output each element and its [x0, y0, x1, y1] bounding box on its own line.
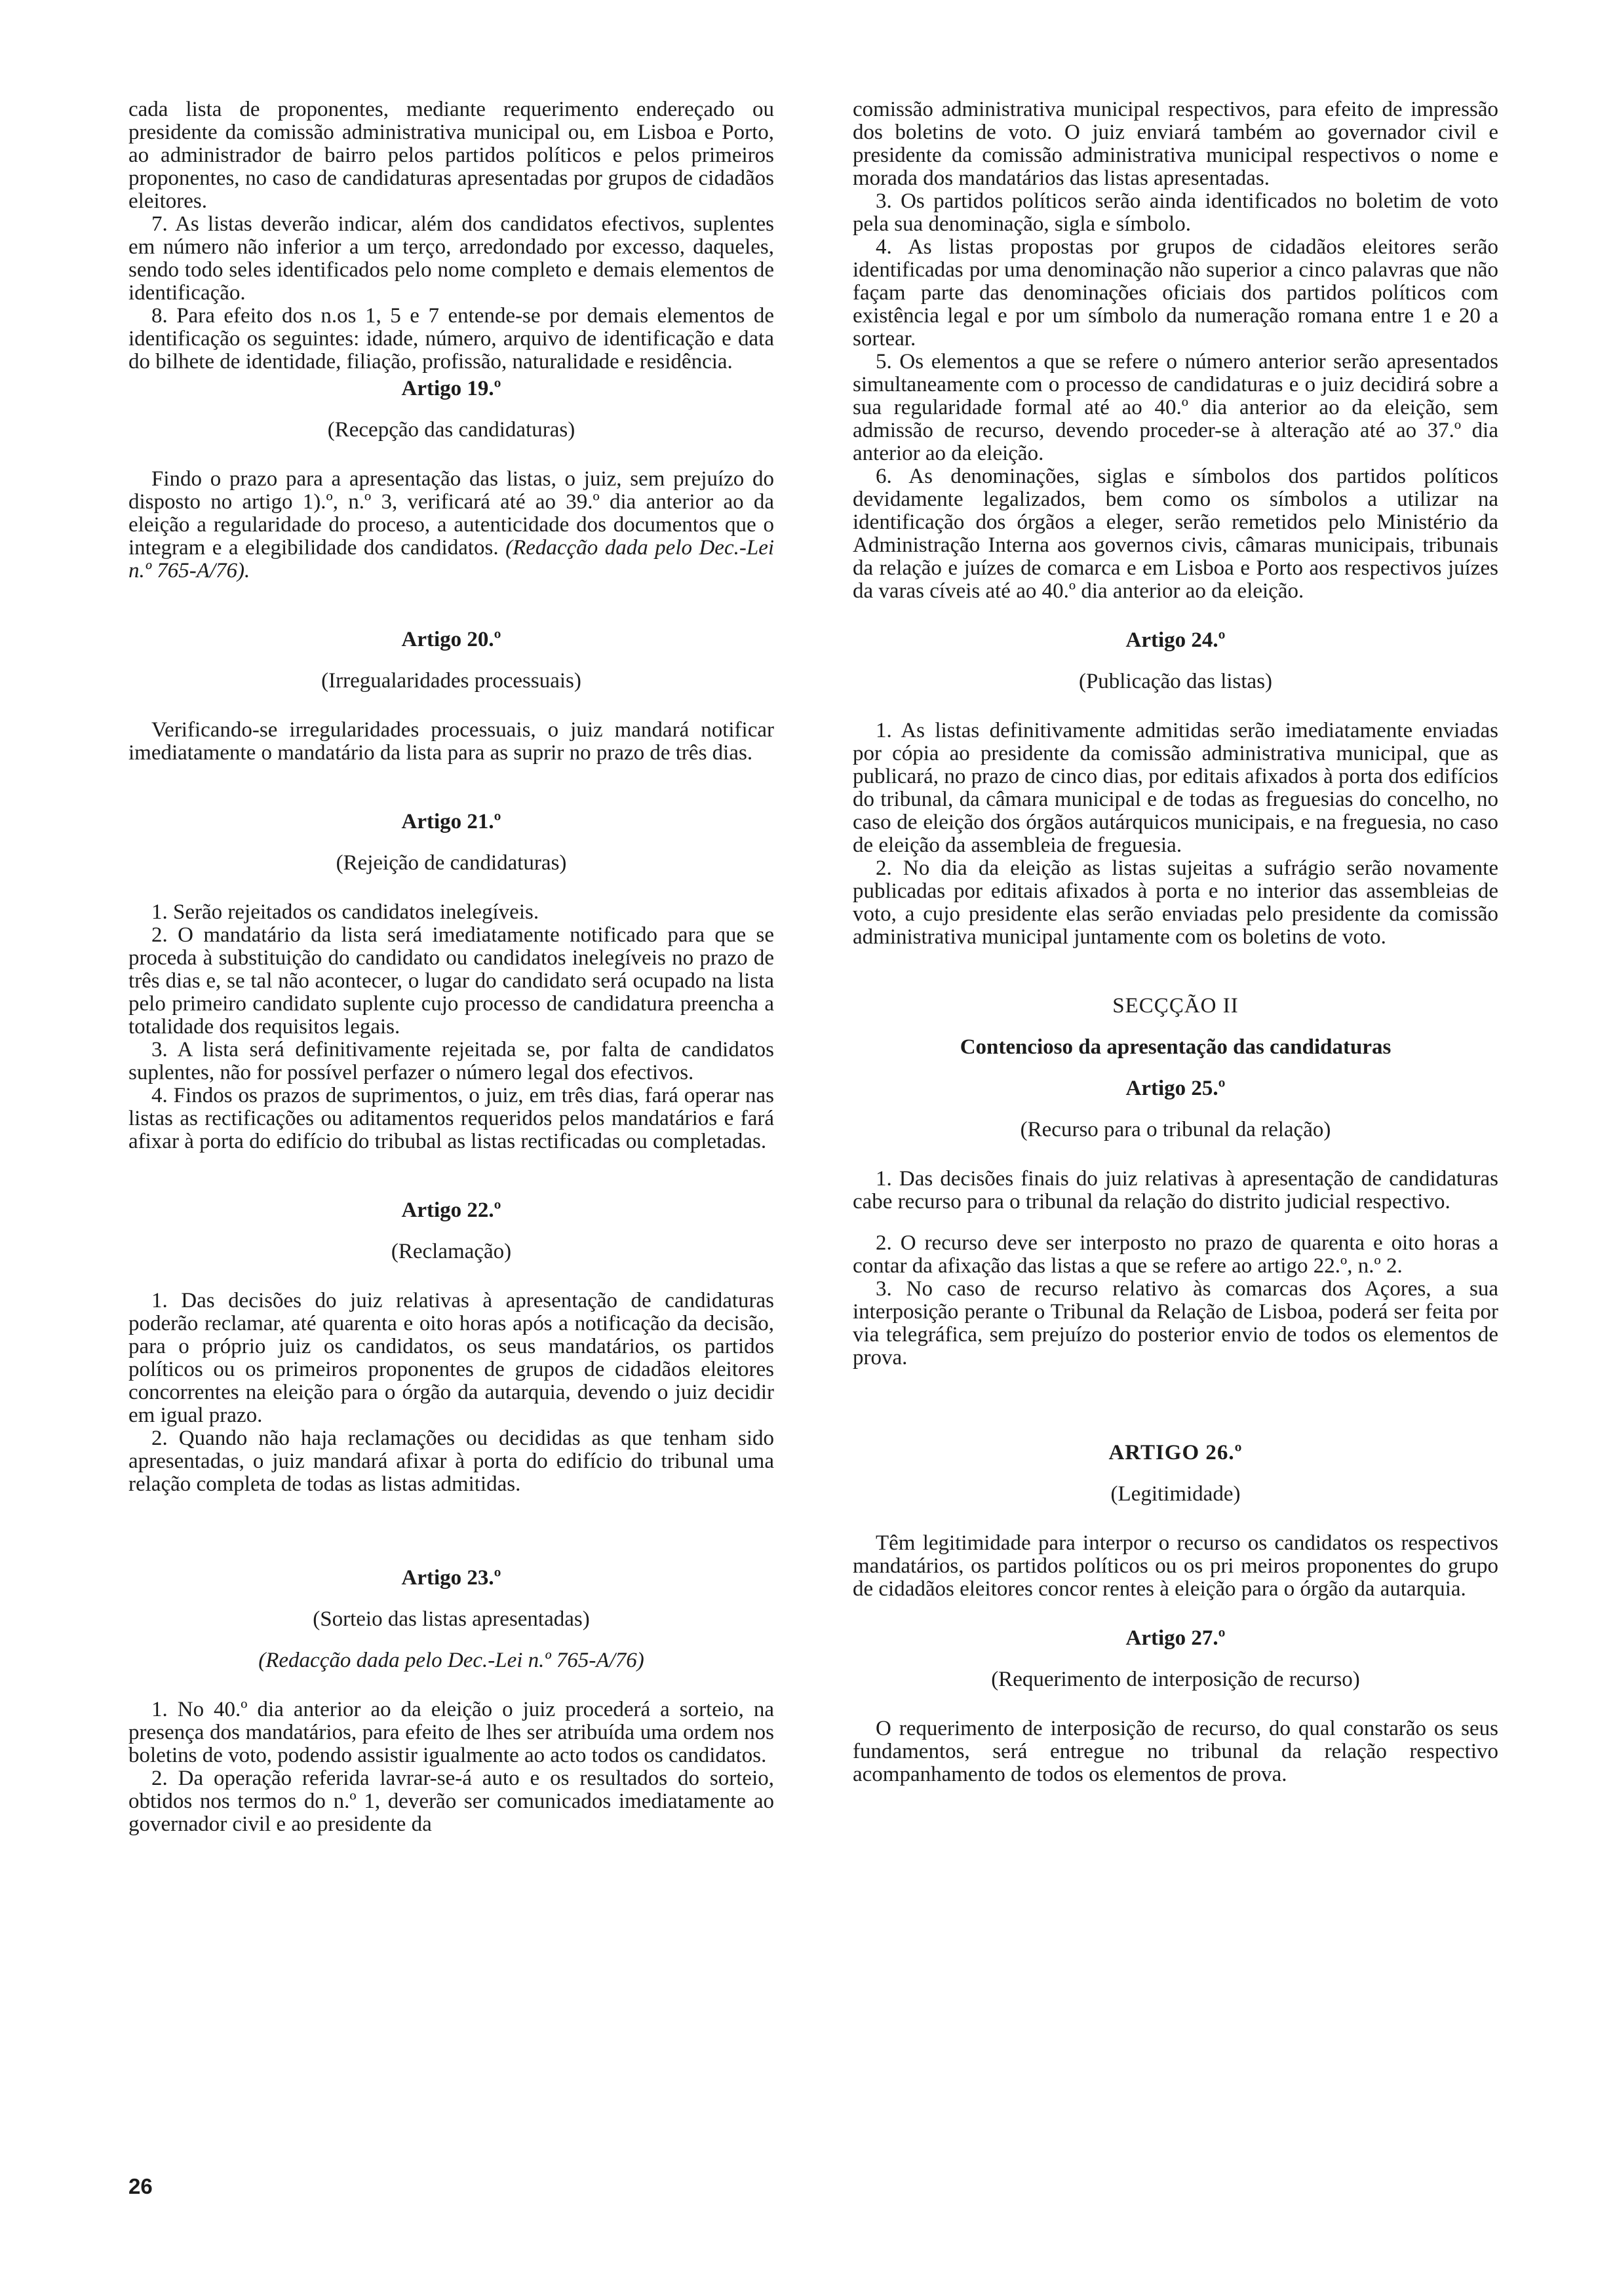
- paragraph: 8. Para efeito dos n.os 1, 5 e 7 entende-se por demais elementos de identificação os seguintes: idade, número, arquivo de identificação e data do bilhete de identidade, filiação, profissão, naturalidade e residência.: [128, 304, 774, 373]
- paragraph: 2. Da operação referida lavrar-se-á auto e os resultados do sorteio, obtidos nos termos do n.º 1, deverão ser comunicados imediatamente ao governador civil e ao presidente da: [128, 1767, 774, 1836]
- paragraph: cada lista de proponentes, mediante requerimento endereçado ou presidente da comissão administrativa municipal ou, em Lisboa e Porto, ao administrador de bairro pelos partidos políticos e pelos primeiros proponentes, no caso de candidaturas apresentadas por grupos de cidadãos eleitores.: [128, 98, 774, 213]
- section-heading: SECÇÇÃO II: [1112, 994, 1239, 1018]
- paragraph: 4. As listas propostas por grupos de cidadãos eleitores serão identificadas por uma denominação não superior a cinco palavras que não façam parte das denominações oficiais dos partidos políticos com existência legal e por um símbolo da numeração romana entre 1 e 20 a sortear.: [853, 235, 1498, 351]
- paragraph: 2. No dia da eleição as listas sujeitas a sufrágio serão novamente publicadas por editais afixados à porta e no interior das assembleias de voto, a cujo presidente elas serão enviadas pelo presidente da comissão administrativa municipal juntamente com os boletins de voto.: [853, 856, 1498, 949]
- article-subtitle: (Publicação das listas): [1078, 670, 1273, 693]
- article-title: Artigo 23.º: [401, 1566, 501, 1590]
- paragraph: 1. Das decisões finais do juiz relativas à apresentação de candidaturas cabe recurso para o tribunal da relação do distrito judicial respectivo.: [853, 1167, 1498, 1214]
- paragraph: 5. Os elementos a que se refere o número anterior serão apresentados simultaneamente com o processo de candidaturas e o juiz decidirá sobre a sua regularidade formal até ao 40.º dia anterior ao da eleição, sem admissão de recurso, devendo proceder-se à alteração até ao 37.º dia anterior ao da eleição.: [853, 350, 1498, 465]
- paragraph: 4. Findos os prazos de suprimentos, o juiz, em três dias, fará operar nas listas as rectificações ou aditamentos requeridos pelos mandatários e fará afixar à porta do edifício do tribubal as listas rectificadas ou completadas.: [128, 1084, 774, 1153]
- paragraph: 2. O mandatário da lista será imediatamente notificado para que se proceda à substituição do candidato ou candidatos inelegíveis no prazo de três dias e, se tal não acontecer, o lugar do candidato será ocupado na lista pelo primeiro candidato suplente cujo processo de candidatura preencha a totalidade dos requisitos legais.: [128, 923, 774, 1039]
- article-title: Artigo 20.º: [401, 628, 501, 651]
- article-title: Artigo 21.º: [401, 810, 501, 833]
- left-column: [128, 98, 774, 1836]
- section-title: Contencioso da apresentação das candidaturas: [960, 1035, 1391, 1059]
- article-title: Artigo 25.º: [1125, 1077, 1226, 1100]
- article-title: Artigo 19.º: [401, 377, 501, 400]
- paragraph: 1. Das decisões do juiz relativas à apresentação de candidaturas poderão reclamar, até quarenta e oito horas após a notificação da decisão, para o próprio juiz os candidatos, os seus mandatários, os partidos políticos ou os primeiros proponentes de grupos de cidadãos eleitores concorrentes na eleição para o órgão da autarquia, devendo o juiz decidir em igual prazo.: [128, 1289, 774, 1427]
- paragraph: 7. As listas deverão indicar, além dos candidatos efectivos, suplentes em número não inferior a um terço, arredondado por excesso, daqueles, sendo todo seles identificados pelo nome completo e demais elementos de identificação.: [128, 212, 774, 305]
- paragraph: Verificando-se irregularidades processuais, o juiz mandará notificar imediatamente o mandatário da lista para as suprir no prazo de três dias.: [128, 718, 774, 765]
- article-title: Artigo 27.º: [1125, 1626, 1226, 1650]
- article-subtitle: (Reclamação): [391, 1240, 512, 1263]
- paragraph: 2. Quando não haja reclamações ou decididas as que tenham sido apresentadas, o juiz mandará afixar à porta do edifício do tribunal uma relação completa de todas as listas admitidas.: [128, 1426, 774, 1496]
- article-subtitle: (Irregualaridades processuais): [321, 669, 581, 693]
- article-title: Artigo 24.º: [1125, 628, 1226, 652]
- paragraph: 6. As denominações, siglas e símbolos dos partidos políticos devidamente legalizados, bem como os símbolos a utilizar na identificação dos órgãos a eleger, serão remetidos pelo Ministério da Administração Interna aos governos civis, câmaras municipais, tribunais da relação e juízes de comarca e em Lisboa e Porto aos respectivos juízes da varas cíveis até ao 40.º dia anterior ao da eleição.: [853, 465, 1498, 603]
- paragraph: 1. Serão rejeitados os candidatos inelegíveis.: [151, 900, 539, 924]
- article-subtitle: (Recepção das candidaturas): [327, 418, 575, 442]
- paragraph: O requerimento de interposição de recurso, do qual constarão os seus fundamentos, será entregue no tribunal da relação respectivo acompanhamento de todos os elementos de prova.: [853, 1717, 1498, 1786]
- paragraph: 1. As listas definitivamente admitidas serão imediatamente enviadas por cópia ao presidente da comissão administrativa municipal, que as publicará, no prazo de cinco dias, por editais afixados à porta dos edifícios do tribunal, da câmara municipal e de todas as freguesias do concelho, no caso de eleição dos órgãos autárquicos municipais, e na freguesia, no caso de eleição da assembleia de freguesia.: [853, 719, 1498, 857]
- paragraph: 1. No 40.º dia anterior ao da eleição o juiz procederá a sorteio, na presença dos mandatários, para efeito de lhes ser atribuída uma ordem nos boletins de voto, podendo assistir igualmente ao acto todos os candidatos.: [128, 1698, 774, 1767]
- article-note: (Redacção dada pelo Dec.-Lei n.º 765-A/76).: [128, 536, 775, 583]
- paragraph: Findo o prazo para a apresentação das listas, o juiz, sem prejuízo do disposto no artigo 1).º, n.º 3, verificará até ao 39.º dia anterior ao da eleição a regularidade do proceso, a autenticidade dos documentos que o integram e a elegibilidade dos candidatos. (Redacção dada pelo Dec.-Lei n.º 765-A/76).: [128, 467, 775, 583]
- paragraph: 2. O recurso deve ser interposto no prazo de quarenta e oito horas a contar da afixação das listas a que se refere ao artigo 22.º, n.º 2.: [853, 1231, 1498, 1278]
- paragraph: 3. Os partidos políticos serão ainda identificados no boletim de voto pela sua denominação, sigla e símbolo.: [853, 189, 1498, 236]
- paragraph: 3. No caso de recurso relativo às comarcas dos Açores, a sua interposição perante o Tribunal da Relação de Lisboa, poderá ser feita por via telegráfica, sem prejuízo do posterior envio de todos os elementos de prova.: [853, 1277, 1498, 1369]
- article-note: (Redacção dada pelo Dec.-Lei n.º 765-A/76): [258, 1649, 644, 1672]
- paragraph: comissão administrativa municipal respectivos, para efeito de impressão dos boletins de voto. O juiz enviará também ao governador civil e presidente da comissão administrativa municipal respectivos o nome e morada dos mandatários das listas apresentadas.: [853, 98, 1498, 190]
- article-subtitle: (Requerimento de interposição de recurso): [991, 1668, 1360, 1691]
- article-subtitle: (Legitimidade): [1110, 1482, 1241, 1506]
- right-column: [853, 98, 1498, 1786]
- article-title: ARTIGO 26.º: [1108, 1441, 1243, 1464]
- paragraph: Têm legitimidade para interpor o recurso os candidatos os respectivos mandatários, os partidos políticos ou os pri meiros proponentes do grupo de cidadãos eleitores concor rentes à eleição para o órgão da autarquia.: [853, 1531, 1498, 1601]
- document-page: [128, 98, 1498, 2215]
- article-title: Artigo 22.º: [401, 1198, 501, 1222]
- paragraph: 3. A lista será definitivamente rejeitada se, por falta de candidatos suplentes, não for possível perfazer o número legal dos efectivos.: [128, 1038, 774, 1084]
- page-number: 26: [128, 2174, 153, 2198]
- article-subtitle: (Rejeição de candidaturas): [336, 851, 567, 875]
- article-subtitle: (Recurso para o tribunal da relação): [1020, 1118, 1331, 1141]
- article-subtitle: (Sorteio das listas apresentadas): [313, 1607, 590, 1631]
